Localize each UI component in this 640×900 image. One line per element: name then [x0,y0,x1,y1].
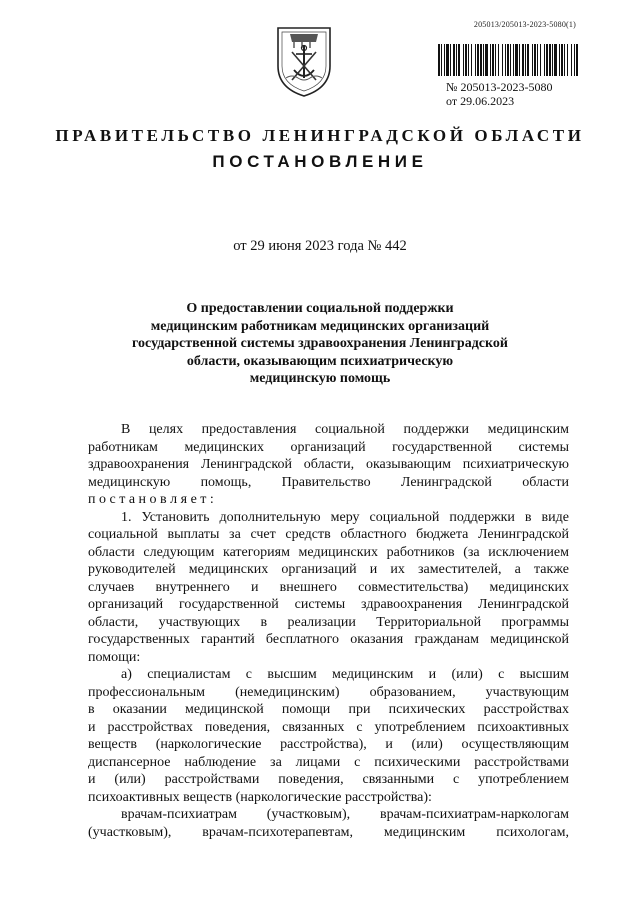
document-body [88,421,569,841]
body-line: профессиональным (немедицинским) образованием, участвующим [88,684,569,700]
registration-stamp [446,80,552,108]
body-line: психоактивных веществ (наркологические расстройства): [88,789,432,805]
body-line: государственных гарантий бесплатного оказания гражданам медицинской [88,632,569,647]
body-line: врачам-психиатрам (участковым), врачам-психиатрам-наркологам [121,807,569,822]
body-line: и (или) расстройствами поведения, связанными с употреблением [88,772,569,787]
registration-number: № 205013-2023-5080 [446,80,553,94]
body-line: (участковым), врачам-психотерапевтам, медицинским психологам, [88,824,569,840]
body-line: а) специалистам с высшим медицинским и (или) с высшим [121,667,569,682]
body-line: п о с т а н о в л я е т : [88,492,214,507]
body-line: области следующим категориям медицинских работников (за исключением [88,544,569,560]
body-line: области, участвующих в реализации Территориальной программы [88,614,569,630]
body-line: здравоохранения Ленинградской области, оказывающим психиатрическую [88,457,569,472]
body-line: случаев внутреннего и внешнего совместительства) медицинских [88,579,569,595]
body-line: медицинскую помощь, Правительство Ленинградской области [88,474,569,490]
title-line: государственной системы здравоохранения Ленинградской [132,336,508,351]
body-line: и расстройствах поведения, связанных с употреблением психоактивных [88,719,569,735]
body-line: В целях предоставления социальной поддержки медицинским [121,422,569,437]
body-line: социальной выплаты за счет средств областного бюджета Ленинградской [88,527,569,542]
title-line: медицинскую помощь [249,371,391,386]
barcode-icon [438,44,578,76]
body-line: помощи: [88,649,141,665]
document-date-number: от 29 июня 2023 года № 442 [233,238,407,254]
body-line: работникам медицинских организаций государственной системы [88,439,569,455]
registration-date: от 29.06.2023 [446,94,515,108]
coat-of-arms-emblem [274,22,334,98]
body-line: в оказании медицинской помощи при психических расстройствах [88,702,569,717]
government-name: ПРАВИТЕЛЬСТВО ЛЕНИНГРАДСКОЙ ОБЛАСТИ [55,126,585,145]
document-type: ПОСТАНОВЛЕНИЕ [212,152,428,171]
body-line: веществ (наркологические расстройства), и (или) осуществляющим [88,737,569,752]
body-line: организаций государственной системы здравоохранения Ленинградской [88,597,569,612]
document-code: 205013/205013-2023-5080(1) [473,20,576,29]
body-line: руководителей медицинских организаций и их заместителей, а также [88,562,569,577]
title-line: медицинским работникам медицинских организаций [150,318,490,334]
body-line: 1. Установить дополнительную меру социальной поддержки в виде [121,509,569,525]
title-line: области, оказывающим психиатрическую [186,353,454,369]
document-title [100,300,540,388]
title-line: О предоставлении социальной поддержки [186,301,454,316]
body-line: диспансерное наблюдение за лицами с психическими расстройствами [88,754,569,770]
